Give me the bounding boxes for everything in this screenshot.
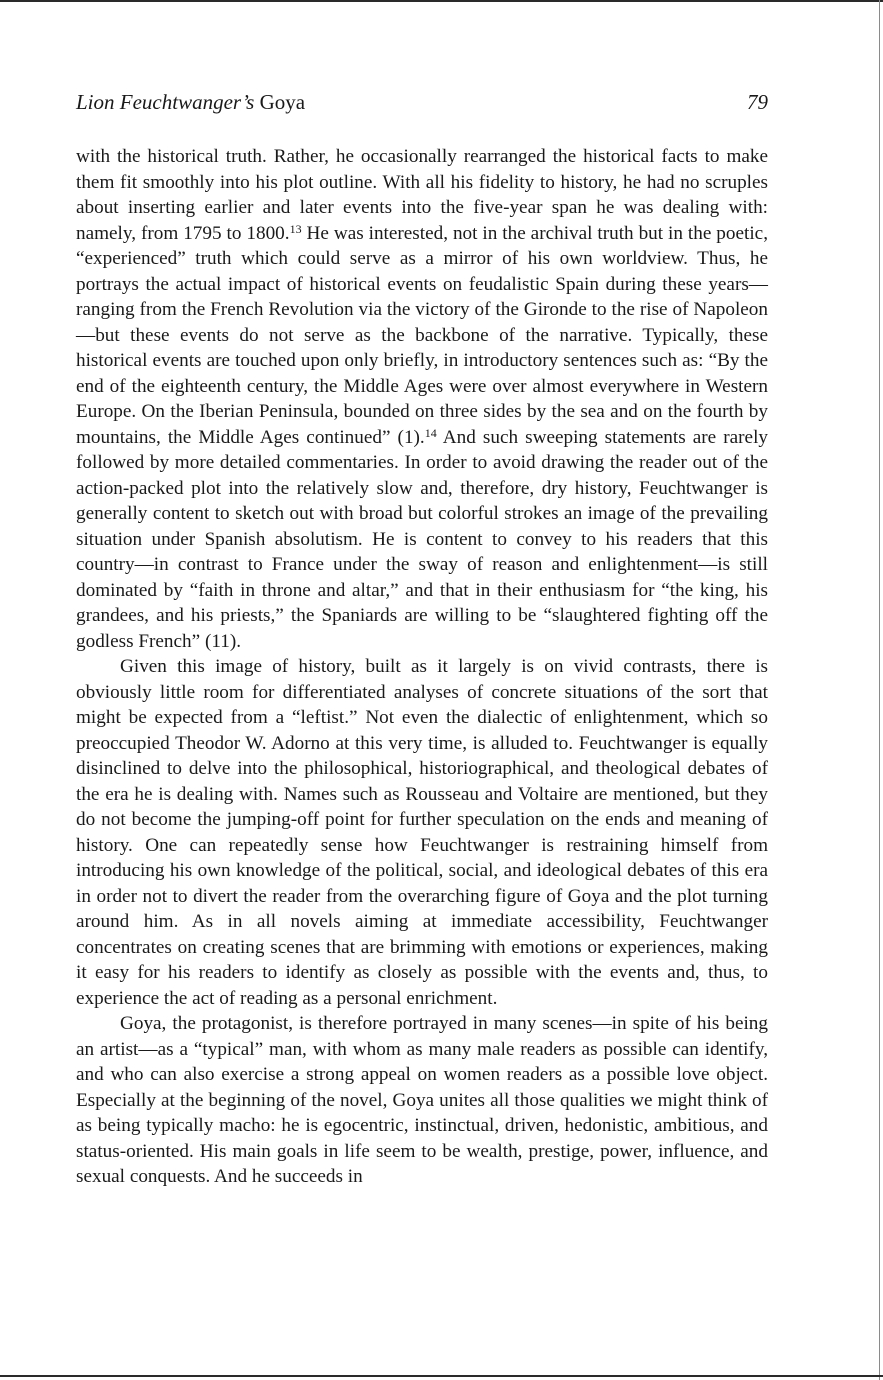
paragraph-3-text: Goya, the protagonist, is therefore portrayed in many scenes—in spite of his being an artist—as a “typical” man, with whom as many male readers as possible can identify, and who can also exercise a strong appeal on women readers as a possible love object. Especially at the beginning of the novel, Goya unites all those qualities we might think of as being typically macho: he is egocentric, instinctual, driven, hedonistic, ambitious, and status-oriented. His main goals in life seem to be wealth, prestige, power, influence, and sexual conquests. And he succeeds in	[76, 1013, 768, 1187]
page-number: 79	[747, 90, 768, 114]
book-page	[76, 90, 768, 1190]
running-head-work-title: Goya	[259, 90, 306, 114]
paragraph-2	[76, 654, 768, 1011]
paragraph-1-text-3: And such sweeping statements are rarely followed by more detailed commentaries. In order to avoid drawing the reader out of the action-packed plot into the relatively slow and, therefore, dry history, Feuchtwanger is generally content to sketch out with broad but colorful strokes an image of the prevailing situation under Spanish absolutism. He is content to convey to his readers that this country—in contrast to France under the sway of reason and enlightenment—is still dominated by “faith in throne and altar,” and that in their enthusiasm for “the king, his grandees, and his priests,” the Spaniards are willing to be “slaughtered fighting off the godless French” (11).	[76, 426, 768, 652]
body-text	[76, 144, 768, 1190]
paragraph-1-text-2: He was interested, not in the archival truth but in the poetic, “experienced” truth which could serve as a mirror of his own worldview. Thus, he portrays the actual impact of historical events on feudalistic Spain during these years—ranging from the French Revolution via the victory of the Gironde to the rise of Napoleon—but these events do not serve as the backbone of the narrative. Typically, these historical events are touched upon only briefly, in introductory sentences such as: “By the end of the eighteenth century, the Middle Ages were over almost everywhere in Western Europe. On the Iberian Peninsula, bounded on three sides by the sea and on the fourth by mountains, the Middle Ages continued” (1).	[76, 222, 768, 448]
scan-edge-bottom	[0, 1375, 883, 1377]
footnote-ref-13: 13	[289, 221, 302, 236]
running-head	[76, 90, 768, 126]
running-head-title	[76, 90, 305, 115]
paragraph-2-text: Given this image of history, built as it largely is on vivid contrasts, there is obviously little room for differentiated analyses of concrete situations of the sort that might be expected from a “leftist.” Not even the dialectic of enlightenment, which so preoccupied Theodor W. Adorno at this very time, is alluded to. Feuchtwanger is equally disinclined to delve into the philosophical, historiographical, and theological debates of the era he is dealing with. Names such as Rousseau and Voltaire are mentioned, but they do not become the jumping-off point for further speculation on the ends and meaning of history. One can repeatedly sense how Feuchtwanger is restraining himself from introducing his own knowledge of the political, social, and ideological debates of this era in order not to divert the reader from the overarching figure of Goya and the plot turning around him. As in all novels aiming at immediate accessibility, Feuchtwanger concentrates on creating scenes that are brimming with emotions or experiences, making it easy for his readers to identify as closely as possible with the events and, thus, to experience the act of reading as a personal enrichment.	[76, 656, 768, 1009]
scan-edge-right	[879, 0, 880, 1380]
running-head-author: Lion Feuchtwanger’s	[76, 90, 255, 114]
paragraph-1-text-1: with the historical truth. Rather, he occasionally rearranged the historical facts to make them fit smoothly into his plot outline. With all his fidelity to history, he had no scruples about inserting earlier and later events into the five-year span he was dealing with: namely, from 1795 to 1800.	[76, 146, 768, 244]
paragraph-1	[76, 144, 768, 654]
footnote-ref-14: 14	[424, 425, 437, 440]
paragraph-3	[76, 1011, 768, 1190]
scan-edge-top	[0, 0, 883, 2]
